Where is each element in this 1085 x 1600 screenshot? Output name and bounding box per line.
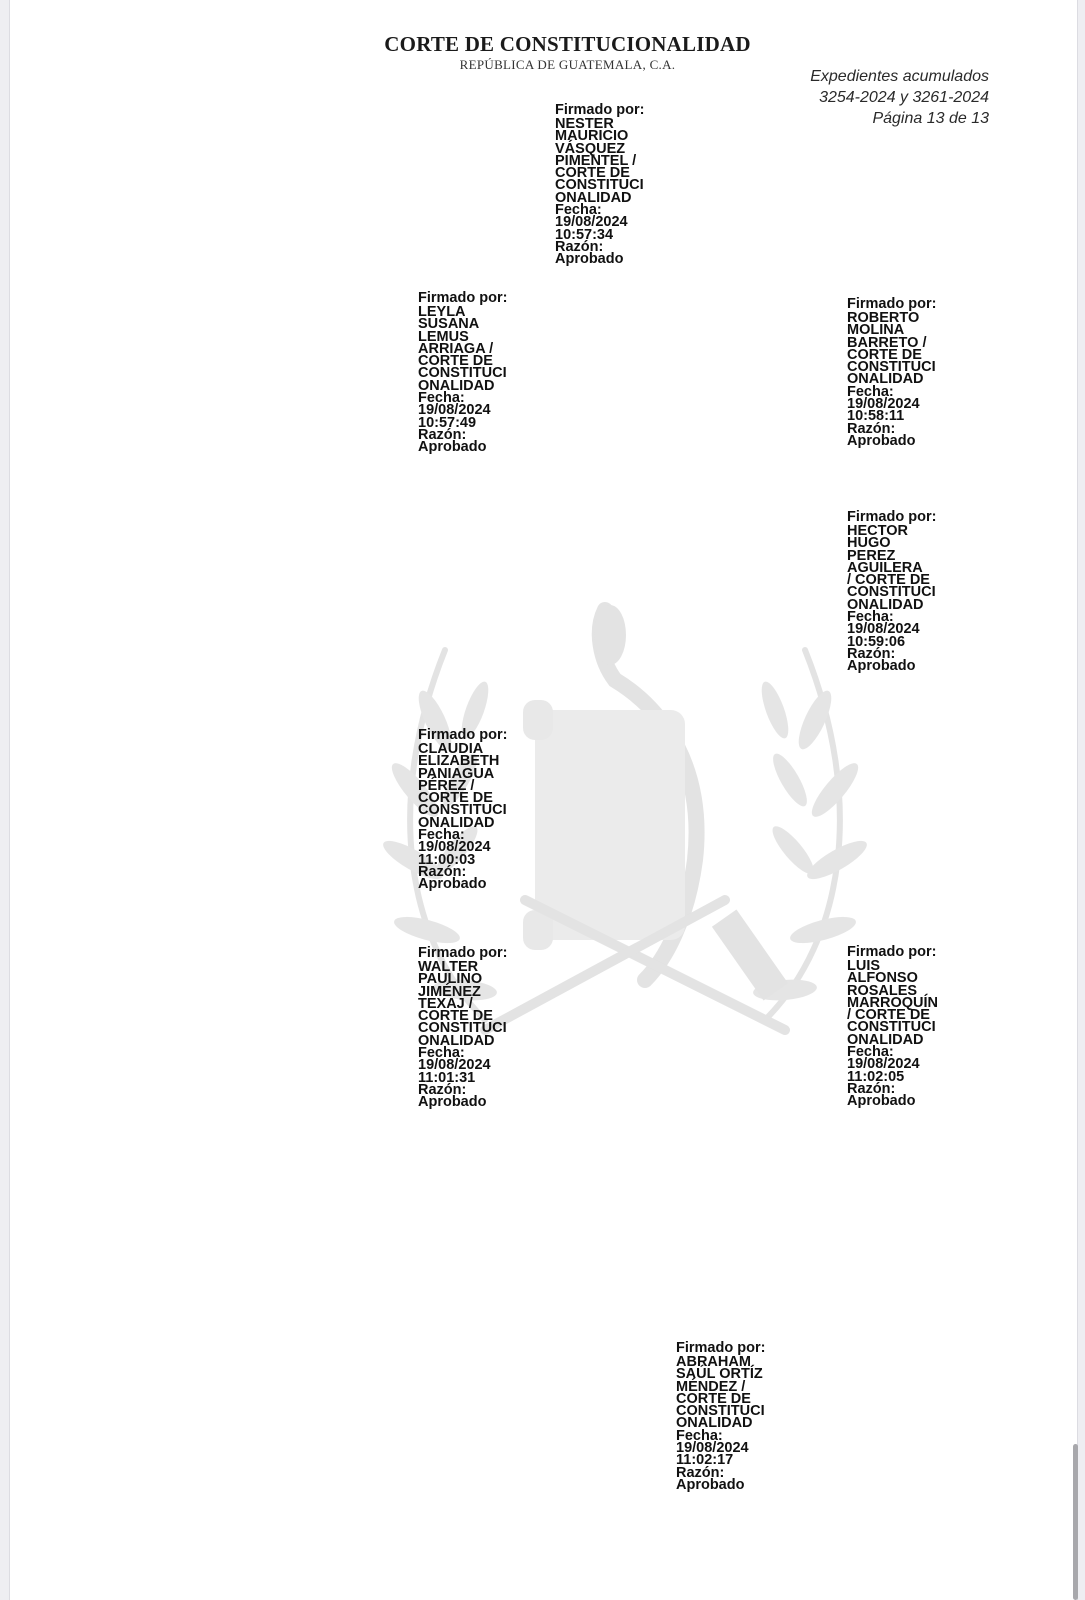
signature-line: MAURICIO [555, 128, 629, 145]
signature-line: PAULINO [418, 971, 483, 988]
signature-line: 11:01:31 [418, 1069, 476, 1086]
signature-block [847, 296, 957, 447]
signature-line: Aprobado [847, 432, 916, 449]
signature-line: ELIZABETH [418, 753, 500, 770]
case-ref-label: Expedientes acumulados [810, 68, 989, 85]
signature-line: Aprobado [676, 1476, 745, 1493]
signature-block [418, 290, 528, 454]
signature-line: ONALIDAD [555, 189, 632, 206]
signature-line: Aprobado [418, 439, 487, 456]
signature-line: ARRIAGA / [418, 340, 494, 357]
signature-line: TEXAJ / [418, 995, 473, 1012]
signature-line: ONALIDAD [418, 377, 495, 394]
signature-line: CONSTITUCI [847, 1019, 936, 1036]
signature-line: 19/08/2024 [555, 214, 628, 231]
signature-line: 19/08/2024 [418, 402, 491, 419]
signature-line: CORTE DE [555, 165, 630, 182]
signature-line: 19/08/2024 [847, 1056, 920, 1073]
signature-line: ROSALES [847, 982, 918, 999]
signature-line: ONALIDAD [418, 1032, 495, 1049]
signed-by-label: Firmado por: [676, 1340, 766, 1356]
signature-line: CONSTITUCI [418, 802, 507, 819]
signature-line: CONSTITUCI [555, 177, 644, 194]
signature-line: 19/08/2024 [847, 396, 920, 413]
signature-line: 11:02:17 [676, 1452, 734, 1469]
signature-line: MÉNDEZ / [676, 1378, 746, 1395]
signature-line: CLAUDIA [418, 741, 484, 757]
signature-line: Aprobado [847, 658, 916, 675]
signature-line: Fecha: [418, 390, 465, 407]
signature-line: HUGO [847, 535, 891, 552]
signature-line: SUSANA [418, 316, 480, 333]
page-number: Página 13 de 13 [872, 110, 989, 127]
signature-line: 19/08/2024 [418, 839, 491, 856]
signature-line: Razón: [847, 1080, 896, 1097]
signature-line: / CORTE DE [847, 572, 930, 589]
signature-line: ONALIDAD [847, 371, 924, 388]
signature-line: ONALIDAD [847, 596, 924, 613]
signature-block [555, 102, 665, 266]
signed-by-label: Firmado por: [847, 509, 937, 525]
signature-line: ONALIDAD [418, 814, 495, 831]
signature-line: Fecha: [847, 383, 894, 400]
scrollbar-thumb[interactable] [1073, 1444, 1078, 1600]
signature-line: Razón: [676, 1464, 725, 1481]
signature-line: Fecha: [418, 1045, 465, 1062]
signature-line: CORTE DE [418, 790, 493, 807]
signature-line: BARRETO / [847, 334, 927, 351]
signed-by-label: Firmado por: [418, 727, 508, 743]
signature-line: CONSTITUCI [418, 365, 507, 382]
court-subtitle: REPÚBLICA DE GUATEMALA, C.A. [459, 57, 676, 72]
signature-block [418, 727, 528, 891]
signature-line: CORTE DE [676, 1390, 751, 1407]
signature-line: Razón: [847, 645, 896, 662]
signature-line: Razón: [418, 426, 467, 443]
case-numbers: 3254-2024 y 3261-2024 [819, 89, 989, 106]
signature-line: PIMENTEL / [555, 152, 637, 169]
signature-block [847, 944, 957, 1108]
signed-by-label: Firmado por: [847, 944, 937, 960]
signature-block [676, 1340, 786, 1491]
signature-line: NESTER [555, 116, 614, 132]
signed-by-label: Firmado por: [418, 945, 508, 961]
signature-line: MARROQUÍN [847, 994, 939, 1011]
signature-line: Fecha: [847, 1044, 894, 1061]
signature-line: CONSTITUCI [847, 584, 936, 601]
signature-line: Razón: [847, 420, 896, 437]
signature-line: CONSTITUCI [847, 359, 936, 376]
signature-line: MOLINA [847, 322, 905, 339]
signature-line: ROBERTO [847, 310, 920, 326]
signature-line: 11:02:05 [847, 1068, 905, 1085]
signature-line: LEYLA [418, 304, 466, 320]
signature-line: Fecha: [847, 609, 894, 626]
signature-line: Fecha: [418, 827, 465, 844]
signature-line: CORTE DE [418, 353, 493, 370]
signature-line: WALTER [418, 959, 479, 975]
signature-line: Fecha: [676, 1427, 723, 1444]
signature-line: Aprobado [555, 251, 624, 268]
signed-by-label: Firmado por: [555, 102, 645, 118]
signature-line: 10:57:49 [418, 414, 477, 431]
signature-line: 19/08/2024 [676, 1440, 749, 1457]
case-reference [810, 66, 989, 129]
signature-line: AGUILERA [847, 559, 923, 576]
signature-line: 10:59:06 [847, 633, 906, 650]
signature-line: Aprobado [847, 1093, 916, 1110]
court-title: CORTE DE CONSTITUCIONALIDAD [384, 32, 751, 56]
signature-line: LEMUS [418, 328, 469, 345]
signature-line: CORTE DE [847, 346, 922, 363]
signature-line: / CORTE DE [847, 1007, 930, 1024]
signature-line: Aprobado [418, 876, 487, 893]
signed-by-label: Firmado por: [847, 296, 937, 312]
signature-line: LUIS [847, 958, 881, 974]
signature-line: 10:57:34 [555, 226, 614, 243]
signature-line: ABRAHAM [676, 1354, 751, 1370]
signature-line: CONSTITUCI [676, 1403, 765, 1420]
signed-by-label: Firmado por: [418, 290, 508, 306]
signature-line: PEREZ [847, 547, 896, 564]
signature-line: Razón: [418, 1081, 467, 1098]
signature-line: Razón: [418, 863, 467, 880]
signature-line: CORTE DE [418, 1008, 493, 1025]
vertical-scrollbar[interactable] [1071, 0, 1079, 1600]
signature-line: Razón: [555, 238, 604, 255]
signature-line: Aprobado [418, 1094, 487, 1111]
signature-line: Fecha: [555, 202, 602, 219]
document-page [9, 0, 1078, 1600]
signature-block [847, 509, 957, 673]
signature-line: PANIAGUA [418, 765, 495, 782]
signature-line: 19/08/2024 [847, 621, 920, 638]
signature-line: SAÚL ORTÍZ [676, 1366, 763, 1383]
signature-line: JIMÉNEZ [418, 983, 481, 1000]
signature-line: VÁSQUEZ [555, 140, 626, 157]
signature-line: 11:00:03 [418, 851, 476, 868]
signature-line: ONALIDAD [676, 1415, 753, 1432]
signature-line: PÉREZ / [418, 777, 475, 794]
signature-block [418, 945, 528, 1109]
signature-line: ALFONSO [847, 970, 918, 987]
signature-line: 19/08/2024 [418, 1057, 491, 1074]
signature-line: ONALIDAD [847, 1031, 924, 1048]
signature-line: 10:58:11 [847, 408, 905, 425]
signature-line: HECTOR [847, 523, 908, 539]
signature-line: CONSTITUCI [418, 1020, 507, 1037]
